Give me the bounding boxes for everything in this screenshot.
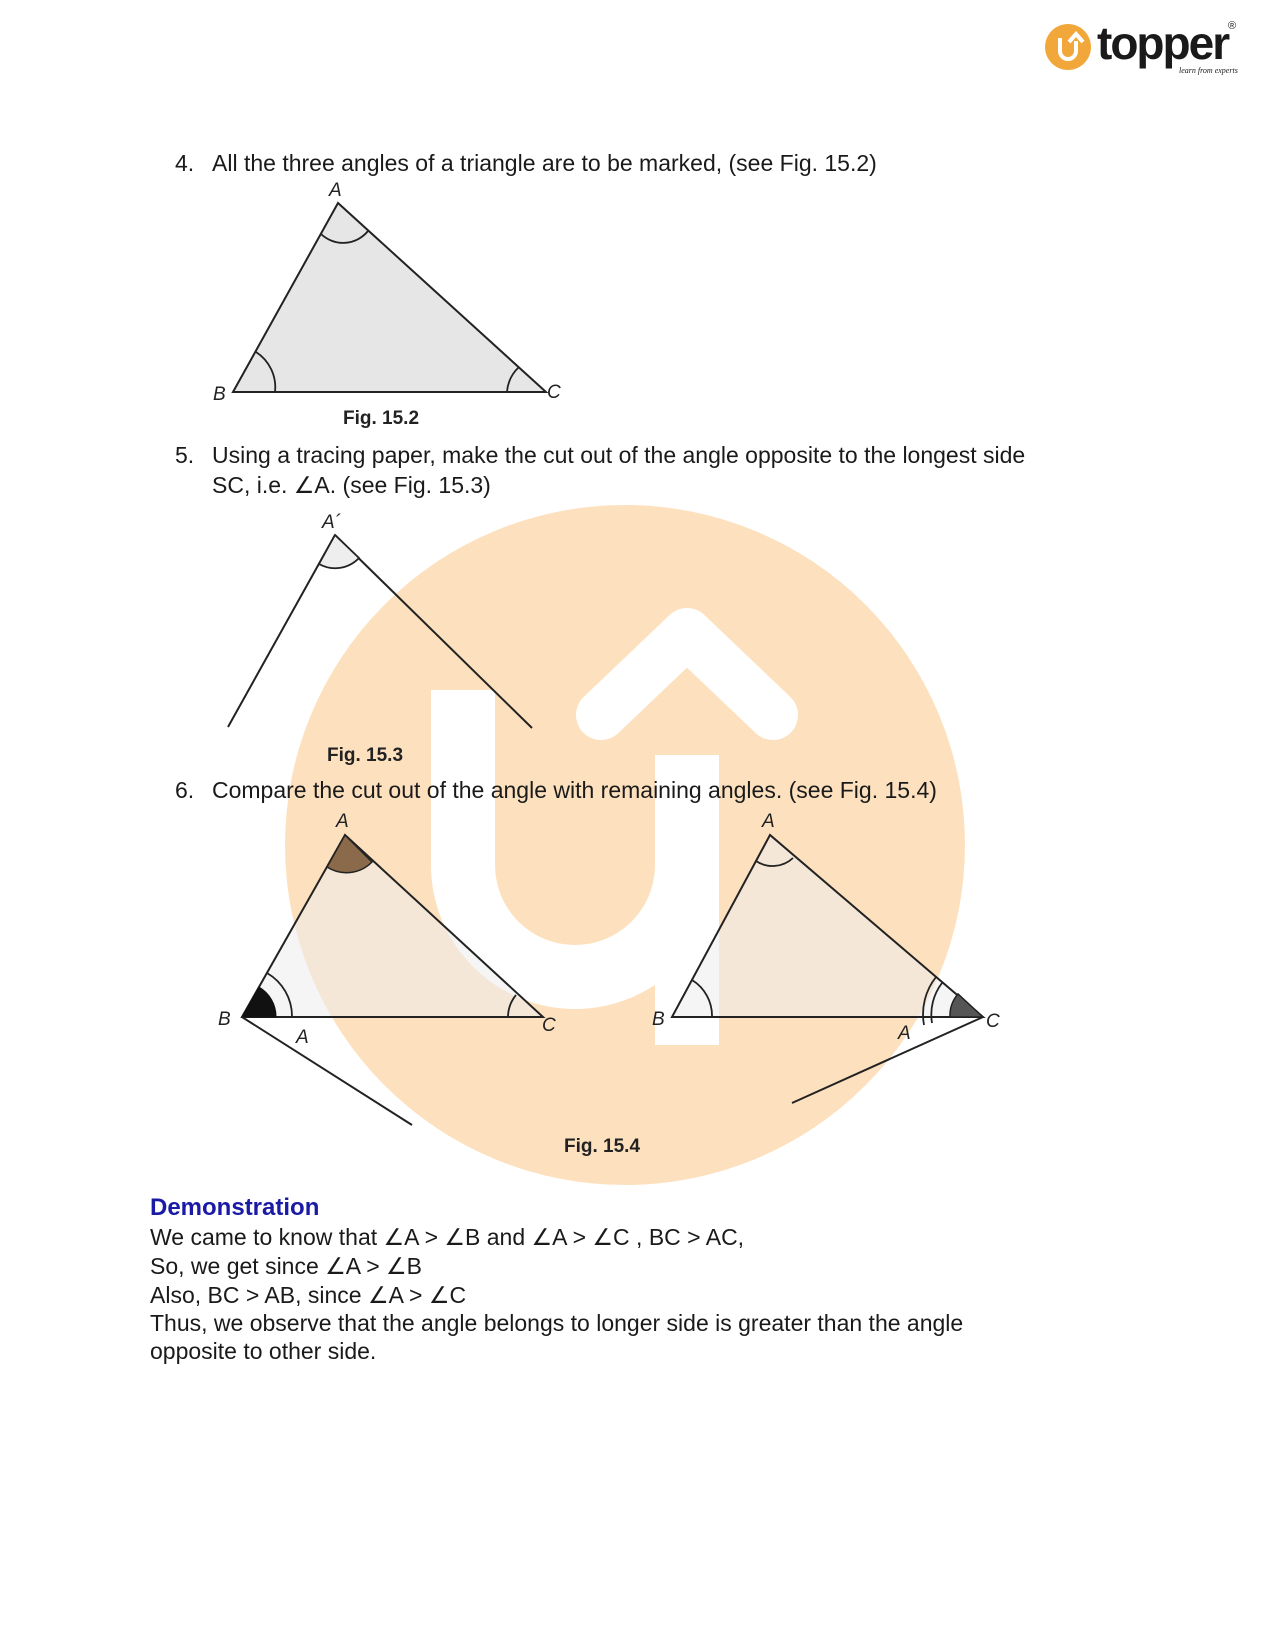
label-cut-a: A — [296, 1027, 309, 1048]
step-6 — [175, 775, 1175, 805]
demonstration-line-3: Also, BC > AB, since ∠A > ∠C — [150, 1282, 467, 1308]
label-b: B — [213, 384, 226, 405]
angle-cut-a — [319, 535, 359, 568]
fig-15-3-caption: Fig. 15.3 — [327, 745, 404, 766]
demonstration-line-5: opposite to other side. — [150, 1338, 377, 1364]
label-c: C — [986, 1011, 1000, 1032]
step-text: Using a tracing paper, make the cut out of the angle opposite to the longest side — [212, 442, 1026, 468]
triangle-left — [218, 811, 556, 1125]
step-text: All the three angles of a triangle are to be marked, (see Fig. 15.2) — [212, 150, 877, 176]
cut-out-ray — [792, 1017, 983, 1103]
label-a-prime: A´ — [322, 512, 341, 533]
step-text-continued: SC, i.e. ∠A. (see Fig. 15.3) — [212, 472, 491, 498]
fig-15-2 — [205, 178, 585, 413]
label-a: A — [336, 811, 349, 832]
fig-15-3 — [215, 505, 545, 730]
label-b: B — [652, 1009, 665, 1030]
ray-right — [335, 535, 532, 728]
fig-15-4 — [210, 805, 1020, 1135]
label-a: A — [762, 811, 775, 832]
fig-15-2-caption: Fig. 15.2 — [343, 408, 420, 429]
label-b: B — [218, 1009, 231, 1030]
triangle-right — [652, 811, 1000, 1103]
step-4 — [175, 148, 1175, 178]
angle-c-shaded — [950, 994, 983, 1017]
step-text: Compare the cut out of the angle with remaining angles. (see Fig. 15.4) — [212, 777, 937, 803]
step-number: 4. — [175, 150, 195, 176]
demonstration-line-4: Thus, we observe that the angle belongs to longer side is greater than the angle — [150, 1310, 964, 1336]
u-arrow-icon — [1045, 24, 1091, 70]
demonstration-line-1: We came to know that ∠A > ∠B and ∠A > ∠C , BC > AC, — [150, 1224, 745, 1250]
step-number: 6. — [175, 777, 195, 803]
registered-mark: ® — [1228, 20, 1237, 32]
logo-tagline: learn from experts — [1179, 66, 1238, 75]
step-5 — [175, 440, 1175, 500]
triangle-abc — [233, 203, 546, 392]
step-number: 5. — [175, 442, 195, 468]
logo-word: topper — [1097, 17, 1229, 69]
cut-out-ray — [242, 1017, 412, 1125]
demonstration-line-2: So, we get since ∠A > ∠B — [150, 1253, 423, 1279]
demonstration-heading: Demonstration — [150, 1194, 320, 1221]
topper-logo — [1045, 17, 1245, 82]
fig-15-4-caption: Fig. 15.4 — [564, 1136, 641, 1157]
label-a: A — [329, 180, 342, 201]
label-c: C — [542, 1015, 556, 1036]
label-cut-a: A — [898, 1023, 911, 1044]
label-c: C — [547, 382, 561, 403]
